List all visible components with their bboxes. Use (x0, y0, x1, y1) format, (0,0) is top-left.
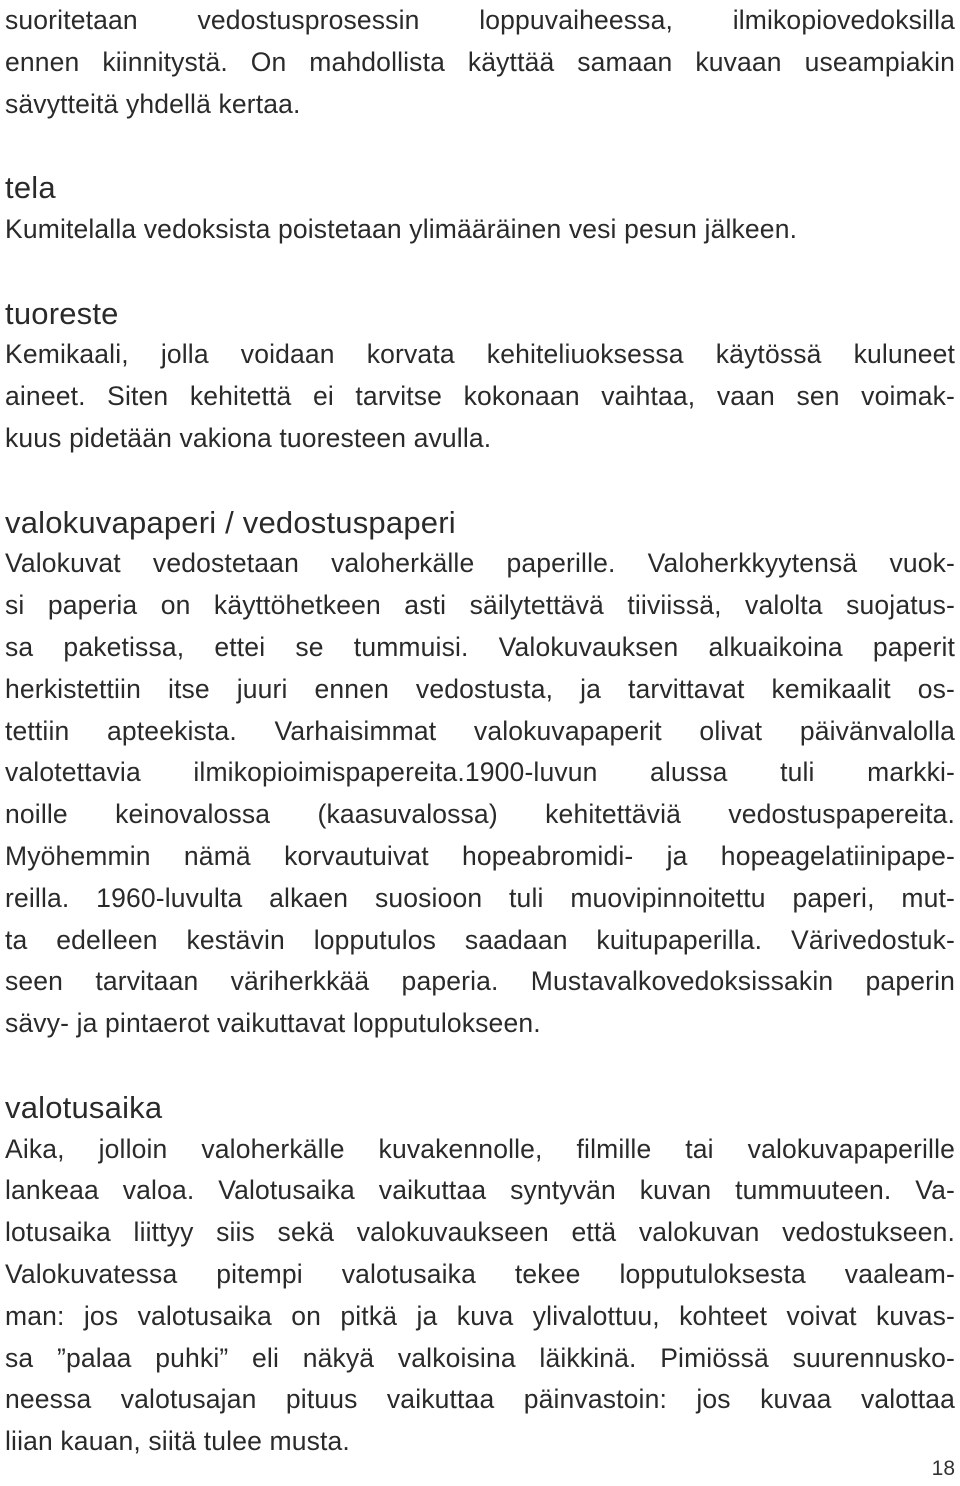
page-body (5, 0, 955, 1463)
text-line: lotusaika liittyy siis sekä valokuvaukseen että valokuvan vedostukseen. (5, 1217, 955, 1248)
text-line: ennen kiinnitystä. On mahdollista käyttää samaan kuvaan useampiakin (5, 46, 955, 77)
entry-tuoreste (5, 293, 955, 460)
text-line: herkistettiin itse juuri ennen vedostusta, ja tarvittavat kemikaalit os- (5, 673, 955, 704)
text-line: sävytteitä yhdellä kertaa. (5, 88, 301, 119)
term-heading: valotusaika (5, 1089, 163, 1125)
term-heading: tuoreste (5, 295, 119, 331)
text-line: liian kauan, siitä tulee musta. (5, 1426, 350, 1457)
text-line: neessa valotusajan pituus vaikuttaa päinvastoin: jos kuvaa valottaa (5, 1384, 955, 1415)
text-line: tettiin apteekista. Varhaisimmat valokuvapaperit olivat päivänvalolla (5, 715, 955, 746)
spacer (5, 460, 955, 502)
entry-valokuvapaperi (5, 502, 955, 1045)
entry-valotusaika (5, 1087, 955, 1463)
text-line: Kumitelalla vedoksista poistetaan ylimääräinen vesi pesun jälkeen. (5, 213, 798, 244)
text-line: si paperia on käyttöhetkeen asti säilytettävä tiiviissä, valolta suojatus- (5, 590, 955, 621)
text-line: reilla. 1960-luvulta alkaen suosioon tuli muovipinnoitettu paperi, mut- (5, 882, 955, 913)
text-line: ta edelleen kestävin lopputulos saadaan kuitupaperilla. Värivedostuk- (5, 924, 955, 955)
text-line: Kemikaali, jolla voidaan korvata kehiteliuoksessa käytössä kuluneet (5, 339, 955, 370)
spacer (5, 125, 955, 167)
spacer (5, 251, 955, 293)
text-line: sävy- ja pintaerot vaikuttavat lopputulokseen. (5, 1008, 541, 1039)
text-line: aineet. Siten kehitettä ei tarvitse kokonaan vaihtaa, vaan sen voimak- (5, 381, 955, 412)
text-line: man: jos valotusaika on pitkä ja kuva ylivalottuu, kohteet voivat kuvas- (5, 1300, 955, 1331)
intro-paragraph (5, 0, 955, 125)
text-line: Myöhemmin nämä korvautuivat hopeabromidi- ja hopeagelatiinipape- (5, 840, 955, 871)
text-line: suoritetaan vedostusprosessin loppuvaiheessa, ilmikopiovedoksilla (5, 5, 955, 35)
term-heading: valokuvapaperi / vedostuspaperi (5, 504, 456, 540)
text-line: Valokuvatessa pitempi valotusaika tekee lopputuloksesta vaaleam- (5, 1258, 955, 1289)
entry-tela (5, 167, 955, 251)
text-line: sa paketissa, ettei se tummuisi. Valokuvauksen alkuaikoina paperit (5, 631, 955, 662)
page-number: 18 (931, 1457, 955, 1480)
spacer (5, 1045, 955, 1087)
text-line: sa ”palaa puhki” eli näkyä valkoisina läikkinä. Pimiössä suurennusko- (5, 1342, 955, 1373)
text-line: Aika, jolloin valoherkälle kuvakennolle, filmille tai valokuvapaperille (5, 1133, 955, 1164)
text-line: valotettavia ilmikopioimispapereita.1900-luvun alussa tuli markki- (5, 757, 955, 788)
text-line: Valokuvat vedostetaan valoherkälle paperille. Valoherkkyytensä vuok- (5, 548, 955, 579)
text-line: noille keinovalossa (kaasuvalossa) kehitettäviä vedostuspapereita. (5, 799, 955, 830)
text-line: kuus pidetään vakiona tuoresteen avulla. (5, 422, 492, 453)
text-line: seen tarvitaan väriherkkää paperia. Mustavalkovedoksissakin paperin (5, 966, 955, 997)
text-line: lankeaa valoa. Valotusaika vaikuttaa syntyvän kuvan tummuuteen. Va- (5, 1175, 955, 1206)
term-heading: tela (5, 170, 56, 206)
